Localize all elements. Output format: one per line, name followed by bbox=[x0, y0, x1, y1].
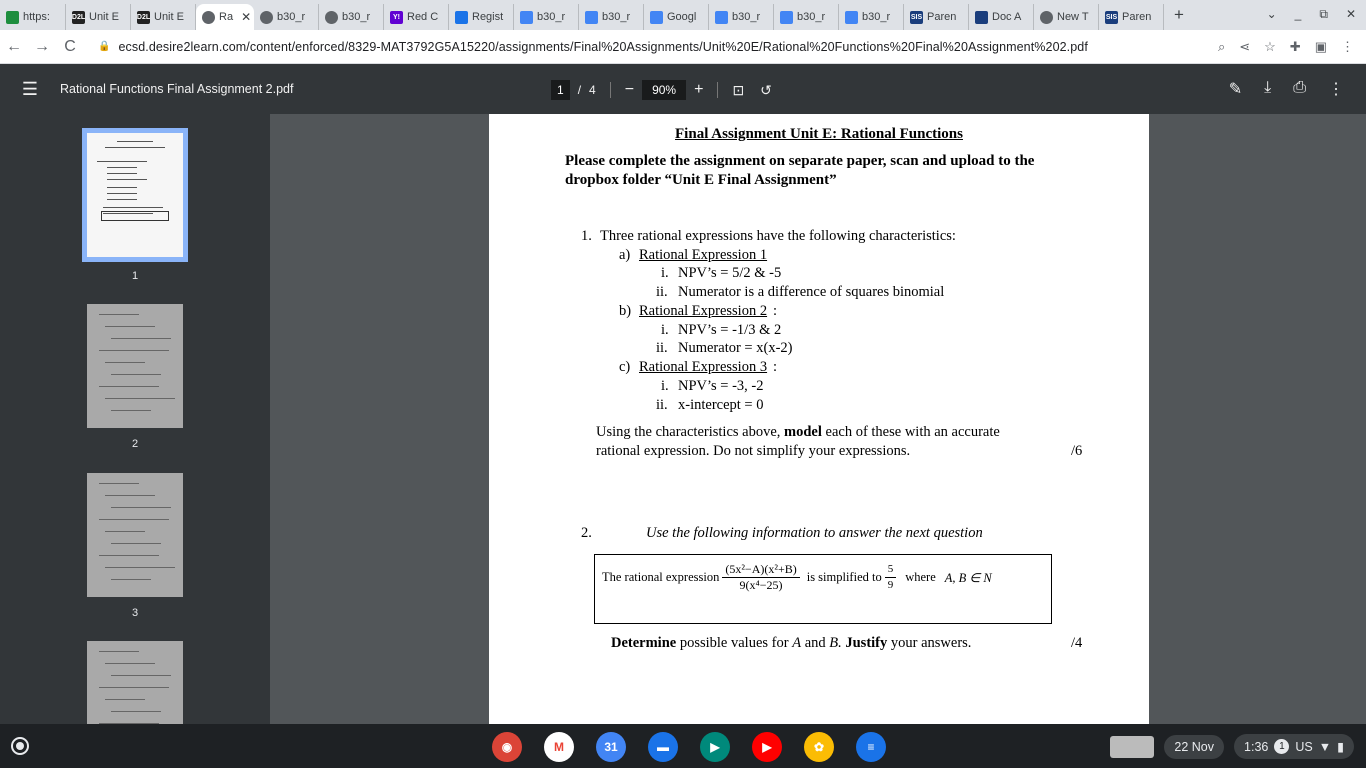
c-label: c) bbox=[619, 359, 631, 375]
thumbnail-line bbox=[99, 519, 169, 520]
page-total: 4 bbox=[589, 83, 596, 97]
thumbnail-line bbox=[105, 663, 155, 664]
q1-text: Three rational expressions have the following characteristics: bbox=[600, 228, 956, 244]
expression-fraction: $\frac{\text{(5x²−A)(x²+B)}}{\text{9(x⁴−25)}}$ bbox=[722, 562, 799, 593]
info-box bbox=[594, 554, 1052, 624]
q2-text: Use the following information to answer the next question bbox=[646, 525, 983, 541]
b-title: Rational Expression 2 bbox=[639, 303, 768, 319]
fit-page-icon[interactable]: ⊡ bbox=[732, 81, 745, 98]
b-ii-label: ii. bbox=[656, 340, 668, 356]
restore-icon[interactable]: ⧉ bbox=[1319, 7, 1328, 21]
thumbnail-sidebar bbox=[0, 114, 270, 724]
pdf-title: Rational Functions Final Assignment 2.pdf bbox=[60, 82, 294, 96]
a-label: a) bbox=[619, 247, 631, 263]
meet-icon[interactable]: ▶ bbox=[700, 732, 730, 762]
gmail-icon[interactable]: M bbox=[544, 732, 574, 762]
tab-label: Ra bbox=[219, 11, 234, 23]
browser-tab[interactable] bbox=[1099, 4, 1164, 30]
thumbnail-line bbox=[99, 555, 159, 556]
thumbnail-line bbox=[107, 179, 147, 180]
globe-icon bbox=[260, 11, 273, 24]
globe-icon bbox=[325, 11, 338, 24]
browser-tab[interactable] bbox=[904, 4, 969, 30]
docs-icon bbox=[650, 11, 663, 24]
locale: US bbox=[1295, 739, 1313, 754]
battery-icon: ▮ bbox=[1337, 740, 1344, 754]
thumbnail-line bbox=[107, 193, 137, 194]
a-title: Rational Expression 1 bbox=[639, 247, 768, 263]
thumbnail-page-2[interactable] bbox=[87, 304, 183, 428]
status-tray[interactable] bbox=[1234, 734, 1354, 759]
thumbnail-line bbox=[99, 350, 169, 351]
tab-label: Unit E bbox=[89, 11, 119, 23]
thumbnail-line bbox=[105, 531, 145, 532]
thumbnail-line bbox=[105, 699, 145, 700]
time: 1:36 bbox=[1244, 739, 1269, 754]
browser-menu-icon[interactable]: ⋮ bbox=[1341, 39, 1354, 54]
thumbnail-line bbox=[111, 711, 161, 712]
c-title: Rational Expression 3 bbox=[639, 359, 768, 375]
browser-tab[interactable] bbox=[319, 4, 384, 30]
thumbnail-line bbox=[105, 326, 155, 327]
browser-tab[interactable] bbox=[196, 4, 254, 30]
page-number-input[interactable]: 1 bbox=[551, 80, 570, 100]
pdf-viewer bbox=[270, 114, 1366, 724]
thumbnail-box bbox=[101, 211, 169, 221]
browser-tab[interactable] bbox=[384, 4, 449, 30]
docs-icon bbox=[585, 11, 598, 24]
browser-tab[interactable] bbox=[131, 4, 196, 30]
calendar-icon[interactable]: 31 bbox=[596, 732, 626, 762]
tab-label: Red C bbox=[407, 11, 439, 23]
os-shelf bbox=[0, 724, 1366, 768]
page-separator: / bbox=[577, 83, 582, 97]
tab-label: Googl bbox=[667, 11, 697, 23]
d2l-icon: D2L bbox=[72, 11, 85, 24]
globe-icon bbox=[1040, 11, 1053, 24]
browser-tab[interactable] bbox=[839, 4, 904, 30]
a-ii-text: Numerator is a difference of squares binomial bbox=[678, 284, 945, 300]
browser-tab[interactable] bbox=[774, 4, 839, 30]
zoom-icon[interactable]: ⌕ bbox=[1217, 39, 1226, 54]
tab-label: b30_r bbox=[342, 11, 371, 23]
box-text-mid: is simplified to bbox=[806, 570, 882, 584]
thumbnail-line bbox=[107, 167, 137, 168]
close-tab-icon[interactable]: ✕ bbox=[241, 10, 252, 24]
tab-label: Paren bbox=[1122, 11, 1152, 23]
tab-strip bbox=[0, 0, 1366, 30]
thumbnail-line bbox=[111, 374, 161, 375]
sidepanel-icon[interactable]: ▣ bbox=[1314, 39, 1327, 54]
rotate-icon[interactable]: ↺ bbox=[760, 81, 772, 98]
thumbnail-line bbox=[111, 543, 161, 544]
d2l-icon: D2L bbox=[137, 11, 150, 24]
messages-icon[interactable]: ≡ bbox=[856, 732, 886, 762]
thumbnail-line bbox=[99, 687, 169, 688]
forward-button[interactable]: → bbox=[34, 37, 50, 55]
thumbnail-line bbox=[99, 483, 139, 484]
zoom-out-button[interactable]: − bbox=[624, 81, 635, 98]
window-controls bbox=[1267, 7, 1356, 22]
thumbnail-line bbox=[107, 199, 137, 200]
thumbnail-page-4[interactable] bbox=[87, 641, 183, 724]
thumbnail-line bbox=[111, 338, 171, 339]
tab-label: b30_r bbox=[862, 11, 891, 23]
thumbnail-line bbox=[105, 567, 175, 568]
tab-label: Regist bbox=[472, 11, 504, 23]
thumbnail-label: 1 bbox=[131, 270, 139, 282]
q1-marks: /6 bbox=[1071, 443, 1083, 459]
tab-label: New T bbox=[1057, 11, 1089, 23]
tab-label: b30_r bbox=[797, 11, 826, 23]
chrome-icon[interactable]: ◉ bbox=[492, 732, 522, 762]
thumbnail-label: 3 bbox=[131, 607, 139, 619]
download-icon[interactable]: ⤓ bbox=[1264, 79, 1272, 96]
a-ii-label: ii. bbox=[656, 284, 668, 300]
youtube-icon[interactable]: ▶ bbox=[752, 732, 782, 762]
tab-label: https: bbox=[23, 11, 50, 23]
notification-badge: 1 bbox=[1274, 739, 1289, 754]
extensions-icon[interactable]: ✚ bbox=[1289, 39, 1301, 54]
url-field[interactable]: ecsd.desire2learn.com/content/enforced/8329-MAT3792G5A15220/assignments/Final%20Assignments/Unit%20E/Rational%20Functions%20Final%20Assignment%202.pdf bbox=[118, 39, 1088, 54]
browser-tab[interactable] bbox=[579, 4, 644, 30]
pdf-toolbar bbox=[0, 64, 1366, 114]
thumbnail-line bbox=[111, 579, 151, 580]
c-ii-text: x-intercept = 0 bbox=[678, 397, 764, 413]
tab-label: Unit E bbox=[154, 11, 184, 23]
globe-icon bbox=[202, 11, 215, 24]
browser-tab[interactable] bbox=[514, 4, 579, 30]
tab-search-icon[interactable]: ⌄ bbox=[1266, 7, 1277, 21]
thumbnail-line bbox=[111, 507, 171, 508]
a-i-text: NPV’s = 5/2 & -5 bbox=[678, 265, 782, 281]
thumbnail-line bbox=[103, 207, 163, 208]
reload-button[interactable]: C bbox=[64, 37, 76, 55]
lock-icon: 🔒 bbox=[98, 41, 111, 52]
instructions: Please complete the assignment on separate paper, scan and upload to the dropbox folder “Unit E Final Assignment” bbox=[565, 153, 1035, 188]
box-where: where bbox=[905, 570, 936, 584]
address-toolbar bbox=[0, 30, 1366, 64]
thumbnail-line bbox=[99, 314, 139, 315]
browser-tab[interactable] bbox=[1034, 4, 1099, 30]
b-label: b) bbox=[619, 303, 632, 319]
a-i-label: i. bbox=[661, 265, 669, 281]
files-icon[interactable]: ▬ bbox=[648, 732, 678, 762]
pdf-page: Final Assignment Unit E: Rational Functions Please complete the assignment on separate paper, scan and upload to the dropbox folder “Unit E Final Assignment” 1. Three rational expressions have the following characteristics: a) Rational Expression 1 i. NPV’s = 5/2 & -5 ii. Numerator is a difference of squares binomial b) Rational Expression 2 : i. NPV’s = -1/3 & 2 ii. Numerator = x(x-2) c) Rational Expression 3 : i. NPV’s = -3, -2 ii. x-intercept = 0 Using the characteristics above, model each of these with an accurate rational expression. Do not simplify your expressions. /6 2. Use the following information to answer the next question The rational expression $\frac{\text{(5x²−A)(x²+B)}}{\text{9(x⁴−25)}}$ is simplified to $\frac{5}{9}$ where A, B ∈ N Determine possible values for A and B. Justify your answers. /4 bbox=[489, 114, 1149, 724]
docs-icon bbox=[780, 11, 793, 24]
docs-icon bbox=[845, 11, 858, 24]
star-badge-icon bbox=[975, 11, 988, 24]
b-i-text: NPV’s = -1/3 & 2 bbox=[678, 322, 782, 338]
thumbnail-line bbox=[111, 410, 151, 411]
thumbnail-line bbox=[99, 386, 159, 387]
browser-tab[interactable] bbox=[254, 4, 319, 30]
browser-tab[interactable] bbox=[449, 4, 514, 30]
tab-label: b30_r bbox=[732, 11, 761, 23]
tab-label: b30_r bbox=[537, 11, 566, 23]
sidebar-menu-icon[interactable]: ☰ bbox=[21, 78, 39, 99]
thumbnail-line bbox=[105, 398, 175, 399]
wifi-icon: ▼ bbox=[1318, 739, 1332, 754]
new-tab-button[interactable]: + bbox=[1174, 5, 1184, 24]
thumbnail-line bbox=[97, 161, 147, 162]
thumbnail-line bbox=[99, 651, 139, 652]
sis-icon: SIS bbox=[910, 11, 923, 24]
sis-icon: SIS bbox=[1105, 11, 1118, 24]
determine-line: Determine possible values for A and B. Justify your answers. bbox=[611, 635, 972, 651]
zoom-in-button[interactable]: + bbox=[694, 81, 704, 98]
thumbnail-page-3[interactable] bbox=[87, 473, 183, 597]
bookmark-star-icon[interactable]: ☆ bbox=[1264, 39, 1276, 54]
browser-tab[interactable] bbox=[0, 4, 66, 30]
c-ii-label: ii. bbox=[656, 397, 668, 413]
minimize-icon[interactable]: _ bbox=[1294, 7, 1302, 21]
b-ii-text: Numerator = x(x-2) bbox=[678, 340, 793, 356]
share-icon[interactable]: ⋖ bbox=[1239, 39, 1251, 54]
cloud-icon bbox=[455, 11, 468, 24]
thumbnail-line bbox=[111, 675, 171, 676]
c-i-text: NPV’s = -3, -2 bbox=[678, 378, 764, 394]
q2-number: 2. bbox=[581, 525, 592, 541]
model-instruction-line2: rational expression. Do not simplify your expressions. bbox=[596, 443, 911, 459]
thumbnail-line bbox=[117, 141, 153, 142]
zoom-input[interactable]: 90% bbox=[642, 80, 686, 100]
classroom-icon bbox=[6, 11, 19, 24]
launcher-icon[interactable] bbox=[11, 737, 29, 755]
model-instruction: Using the characteristics above, model each of these with an accurate bbox=[596, 424, 1000, 440]
tote-icon[interactable] bbox=[1110, 736, 1154, 758]
pdf-more-icon[interactable]: ⋮ bbox=[1328, 81, 1344, 98]
thumbnail-page-1[interactable] bbox=[87, 133, 183, 257]
thumbnail-line bbox=[107, 173, 137, 174]
b-i-label: i. bbox=[661, 322, 669, 338]
photos-icon[interactable]: ✿ bbox=[804, 732, 834, 762]
yf-icon: Y! bbox=[390, 11, 403, 24]
q1-number: 1. bbox=[581, 228, 592, 244]
print-icon[interactable]: ⎙ bbox=[1293, 79, 1306, 96]
docs-icon bbox=[715, 11, 728, 24]
back-button[interactable]: ← bbox=[6, 37, 22, 55]
box-set: A, B ∈ N bbox=[944, 570, 992, 585]
simplified-fraction: $\frac{5}{9}$ bbox=[885, 562, 897, 593]
browser-tab[interactable] bbox=[66, 4, 131, 30]
browser-tab[interactable] bbox=[709, 4, 774, 30]
thumbnail-line bbox=[105, 495, 155, 496]
annotate-pen-icon[interactable]: ✎ bbox=[1228, 81, 1243, 98]
thumbnail-line bbox=[107, 187, 137, 188]
close-window-icon[interactable]: ✕ bbox=[1345, 7, 1356, 21]
thumbnail-label: 2 bbox=[131, 438, 139, 450]
tab-label: Paren bbox=[927, 11, 957, 23]
page-title: Final Assignment Unit E: Rational Functions bbox=[675, 126, 963, 142]
browser-tab[interactable] bbox=[644, 4, 709, 30]
tab-label: b30_r bbox=[602, 11, 631, 23]
docs-icon bbox=[520, 11, 533, 24]
q2-marks: /4 bbox=[1071, 635, 1083, 651]
thumbnail-line bbox=[105, 147, 165, 148]
c-i-label: i. bbox=[661, 378, 669, 394]
thumbnail-line bbox=[105, 362, 145, 363]
browser-tab[interactable] bbox=[969, 4, 1034, 30]
tab-label: b30_r bbox=[277, 11, 306, 23]
box-text: The rational expression bbox=[602, 570, 720, 584]
date-pill[interactable]: 22 Nov bbox=[1164, 735, 1224, 759]
tab-label: Doc A bbox=[992, 11, 1022, 23]
